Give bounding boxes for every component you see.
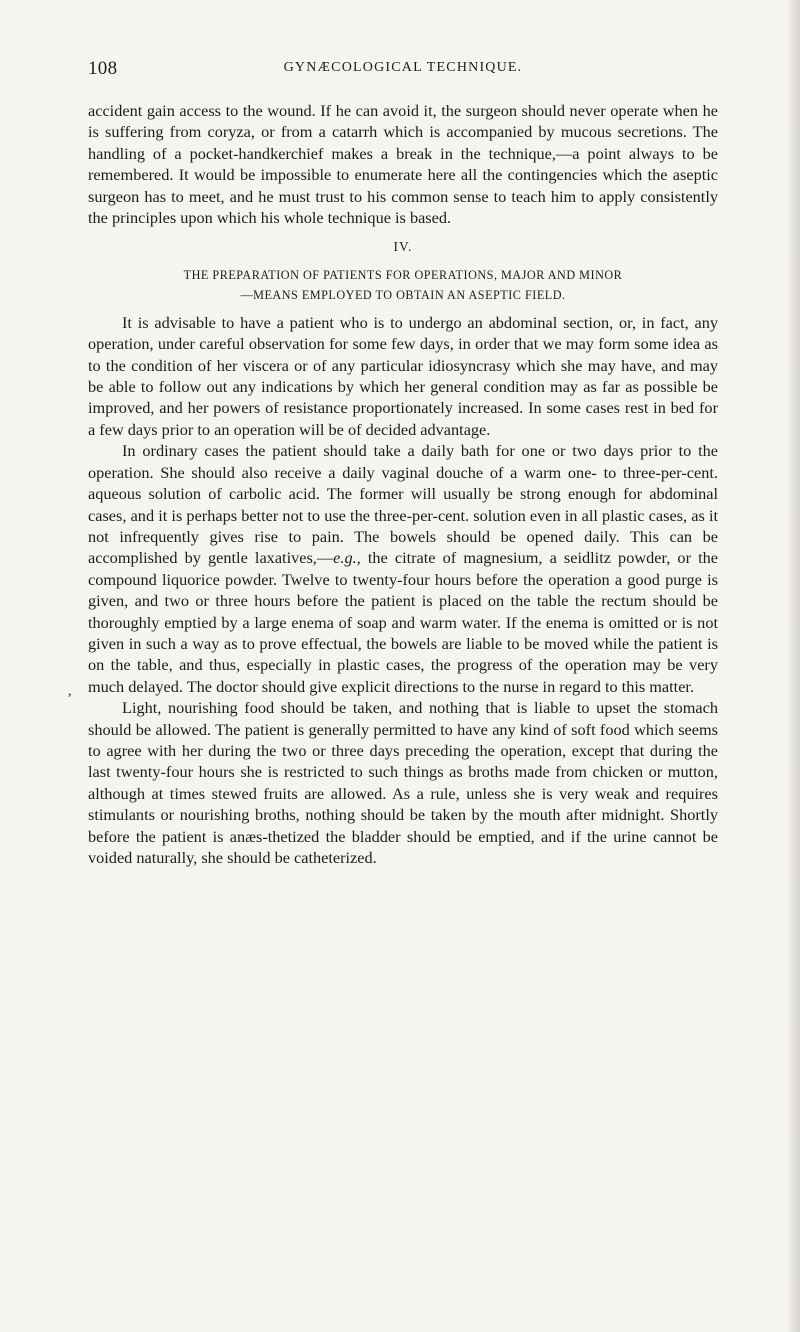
page-header <box>88 58 718 82</box>
section-heading-line-1: THE PREPARATION OF PATIENTS FOR OPERATIONS, MAJOR AND MINOR <box>183 267 623 282</box>
section-heading <box>88 265 718 305</box>
margin-mark: , <box>68 684 72 699</box>
paragraph-diet: Light, nourishing food should be taken, and nothing that is liable to upset the stomach should be allowed. The patient is generally permitted to have any kind of soft food which seems to agree with her during the two or three days preceding the operation, except that during the last twenty-four hours she is restricted to such things as broths made from chicken or mutton, although at times stewed fruits are allowed. As a rule, unless she is very weak and requires stimulants or nourishing broths, nothing should be taken by the mouth after midnight. Shortly before the patient is anæs-thetized the bladder should be emptied, and if the urine cannot be voided naturally, she should be catheterized. <box>88 698 718 867</box>
section-numeral: IV. <box>393 239 413 255</box>
paragraph-ordinary-cases <box>88 440 718 697</box>
body-text <box>88 100 718 868</box>
page-edge-shadow <box>786 0 800 1332</box>
running-head: GYNÆCOLOGICAL TECHNIQUE. <box>283 60 523 75</box>
paragraph-ordinary-cases-part-2: the citrate of magnesium, a seidlitz powder, or the compound liquorice powder. Twelve to twenty-four hours before the operation a good purge is given, and two or three hours before the patient is placed on the table the rectum should be thoroughly emptied by a large enema of soap and warm water. If the enema is omitted or is not given in such a way as to prove effectual, the bowels are liable to be moved while the patient is on the table, and thus, especially in plastic cases, the progress of the operation may be very much delayed. The doctor should give explicit directions to the nurse in regard to this matter. <box>88 548 718 696</box>
paragraph-observation: It is advisable to have a patient who is to undergo an abdominal section, or, in fact, any operation, under careful observation for some few days, in order that we may form some idea as to the condition of her viscera or of any particular idiosyncrasy which she may have, and may be able to follow out any indications by which her general condition may as far as possible be improved, and her powers of resistance proportionately increased. In some cases rest in bed for a few days prior to an operation will be of decided advantage. <box>88 312 718 439</box>
paragraph-continuation: accident gain access to the wound. If he can avoid it, the surgeon should never operate when he is suffering from coryza, or from a catarrh which is accompanied by mucous secretions. The handling of a pocket-handkerchief makes a break in the technique,—a point always to be remembered. It would be impossible to enumerate here all the contingencies which the aseptic surgeon has to meet, and he must trust to his common sense to teach him to apply consistently the principles upon which his whole technique is based. <box>88 101 718 228</box>
page-number: 108 <box>88 58 118 79</box>
section-heading-line-2: —MEANS EMPLOYED TO OBTAIN AN ASEPTIC FIELD. <box>240 287 566 302</box>
paragraph-ordinary-cases-part-1: In ordinary cases the patient should take a daily bath for one or two days prior to the operation. She should also receive a daily vaginal douche of a warm one- to three-per-cent. aqueous solution of carbolic acid. The former will usually be strong enough for abdominal cases, and it is perhaps better not to use the three-per-cent. solution even in all plastic cases, as it not infrequently gives rise to pain. The bowels should be opened daily. This can be accomplished by gentle laxatives,— <box>88 441 718 568</box>
italic-abbreviation: e.g., <box>333 548 361 568</box>
